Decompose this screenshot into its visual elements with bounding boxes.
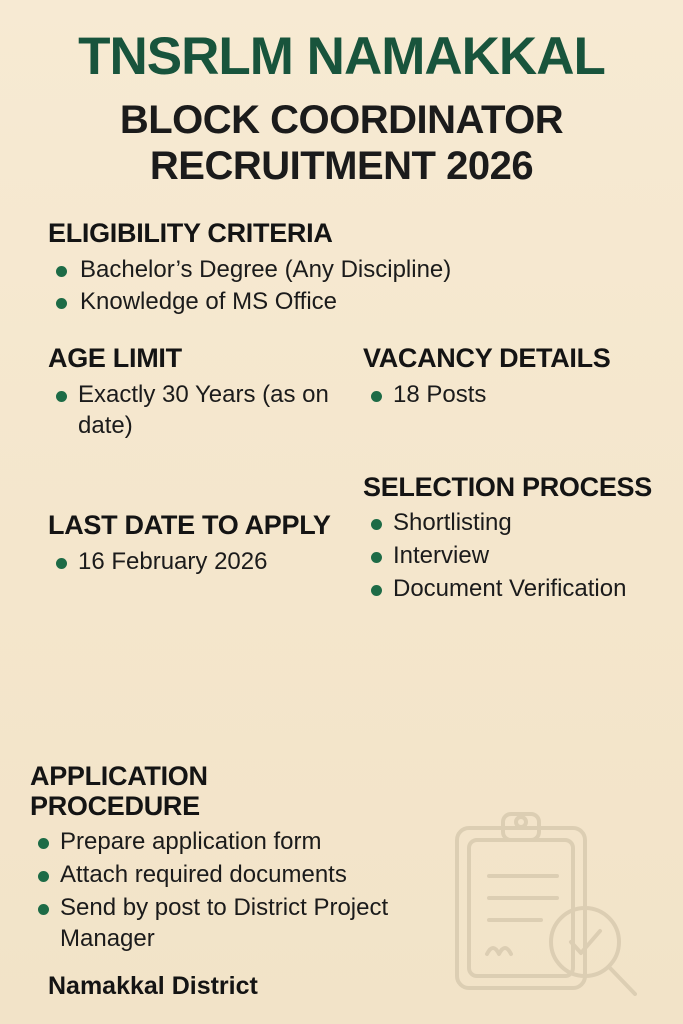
selection-heading: SELECTION PROCESS: [363, 471, 652, 502]
vacancy-heading: VACANCY DETAILS: [363, 343, 611, 374]
details-column-right: [363, 344, 683, 606]
list-item: Exactly 30 Years (as on date): [48, 380, 368, 441]
list-item: Shortlisting: [363, 508, 683, 539]
age-limit-heading: AGE LIMIT: [48, 343, 182, 374]
section-eligibility: [18, 219, 665, 318]
vacancy-list: [363, 380, 683, 411]
details-column-left: [48, 344, 368, 580]
section-last-date: [48, 511, 368, 577]
clipboard-magnifier-icon: [445, 806, 655, 1006]
list-item: Bachelor’s Degree (Any Discipline): [48, 255, 665, 286]
list-item: Knowledge of MS Office: [48, 287, 665, 318]
list-item: Attach required documents: [30, 860, 460, 891]
list-item: Send by post to District Project Manager: [30, 893, 460, 954]
list-item: 16 February 2026: [48, 547, 368, 578]
last-date-list: [48, 547, 368, 578]
application-list: [30, 827, 460, 954]
district-name: Namakkal District: [48, 972, 258, 1000]
selection-list: [363, 508, 683, 604]
application-heading: [30, 762, 460, 821]
section-application-procedure: [30, 762, 460, 956]
section-vacancy: [363, 344, 683, 410]
list-item: Interview: [363, 541, 683, 572]
age-limit-list: [48, 380, 368, 441]
list-item: Document Verification: [363, 574, 683, 605]
list-item: 18 Posts: [363, 380, 683, 411]
application-heading-line2: PROCEDURE: [30, 790, 200, 821]
section-selection-process: [363, 473, 683, 605]
poster-title-sub: [18, 97, 665, 189]
poster-title-sub-line1: BLOCK COORDINATOR: [119, 98, 564, 142]
eligibility-list: [48, 255, 665, 318]
application-heading-line1: APPLICATION: [30, 761, 208, 791]
details-columns: [18, 344, 665, 704]
poster-title-sub-line2: RECRUITMENT 2026: [149, 144, 534, 188]
poster-title-main: TNSRLM NAMAKKAL: [78, 27, 605, 86]
last-date-heading: LAST DATE TO APPLY: [48, 510, 331, 541]
section-age-limit: [48, 344, 368, 441]
eligibility-heading: ELIGIBILITY CRITERIA: [48, 218, 333, 248]
list-item: Prepare application form: [30, 827, 460, 858]
